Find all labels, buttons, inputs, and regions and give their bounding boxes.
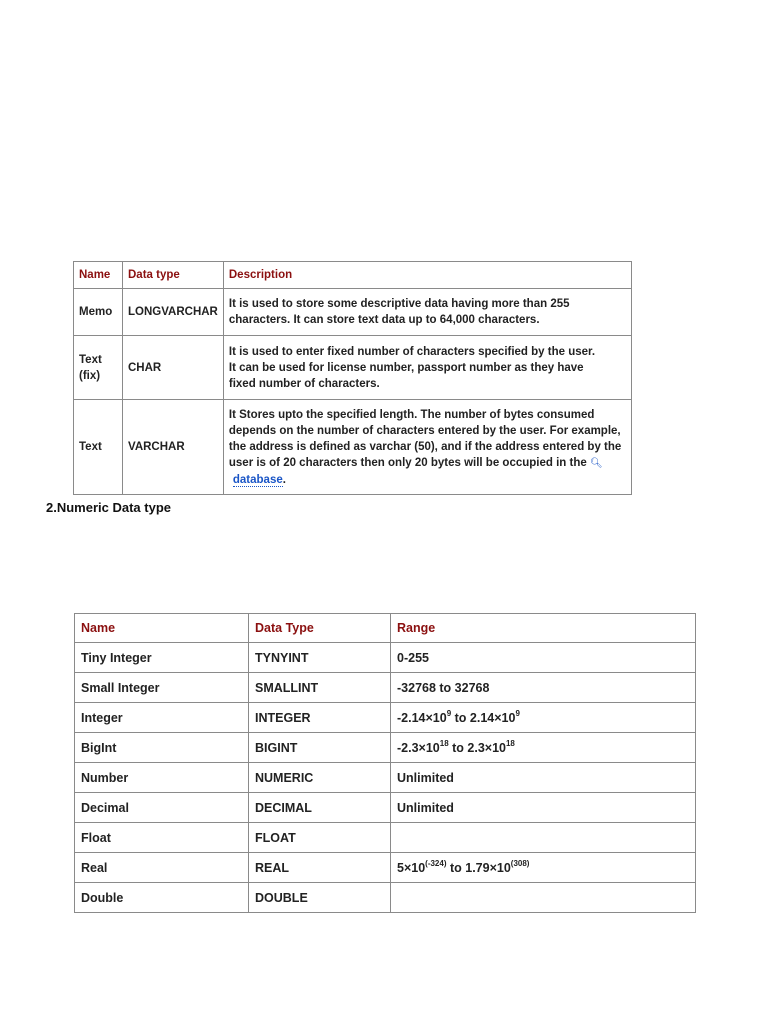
cell-type: VARCHAR (123, 400, 224, 495)
range-to: to 2.14×10 (451, 710, 516, 725)
cell-name (74, 336, 123, 400)
header-name: Name (74, 262, 123, 289)
cell-description (223, 289, 631, 336)
link-suffix: . (282, 473, 286, 486)
magnifier-icon: 🔍︎ (589, 457, 603, 469)
description-line: characters. It can store text data up to 64,000 characters. (228, 314, 540, 326)
numeric-data-types-table (74, 613, 696, 913)
cell-name: Number (75, 763, 249, 793)
cell-name: Float (75, 823, 249, 853)
cell-type: SMALLINT (249, 673, 391, 703)
range-to: to 1.79×10 (446, 860, 511, 875)
table-row (74, 289, 632, 336)
cell-type: NUMERIC (249, 763, 391, 793)
cell-range (391, 733, 696, 763)
table-row (75, 763, 696, 793)
table-row (75, 883, 696, 913)
cell-range (391, 883, 696, 913)
database-link[interactable]: database (232, 473, 283, 486)
cell-type: TYNYINT (249, 643, 391, 673)
section-heading: 2.Numeric Data type (46, 500, 171, 515)
header-range: Range (391, 614, 696, 643)
cell-type: LONGVARCHAR (123, 289, 224, 336)
description-line: It can be used for license number, passport number as they have (228, 361, 584, 374)
table-row (75, 853, 696, 883)
cell-name: Decimal (75, 793, 249, 823)
cell-type: FLOAT (249, 823, 391, 853)
cell-description (223, 400, 631, 495)
table-row (75, 733, 696, 763)
cell-name: Double (75, 883, 249, 913)
range-from: -2.3×10 (397, 740, 440, 755)
cell-range: Unlimited (391, 793, 696, 823)
cell-name: Real (75, 853, 249, 883)
table-row (74, 400, 632, 495)
text-data-types-table (73, 261, 632, 495)
name-line: Text (79, 353, 102, 366)
range-from: -2.14×10 (397, 710, 447, 725)
cell-name: Tiny Integer (75, 643, 249, 673)
table-row (75, 643, 696, 673)
range-to-exponent: (308) (510, 858, 530, 868)
range-to-exponent: 9 (515, 708, 520, 718)
range-from: 5×10 (397, 860, 426, 875)
cell-range: -32768 to 32768 (391, 673, 696, 703)
table-row (74, 336, 632, 400)
description-line: depends on the number of characters entered by the user. For example, (228, 424, 621, 437)
range-to-exponent: 18 (505, 738, 515, 748)
table-header-row (75, 614, 696, 643)
range-from-exponent: 9 (446, 708, 452, 718)
cell-range: 0-255 (391, 643, 696, 673)
cell-name: Integer (75, 703, 249, 733)
cell-type: DOUBLE (249, 883, 391, 913)
header-description: Description (223, 262, 631, 289)
description-line: It is used to enter fixed number of characters specified by the user. (228, 345, 596, 358)
cell-type: BIGINT (249, 733, 391, 763)
cell-range: Unlimited (391, 763, 696, 793)
cell-range (391, 853, 696, 883)
range-from-exponent: 18 (439, 738, 449, 748)
cell-name: BigInt (75, 733, 249, 763)
header-data-type: Data Type (249, 614, 391, 643)
table-row (75, 703, 696, 733)
cell-name: Small Integer (75, 673, 249, 703)
description-line: It is used to store some descriptive data having more than 255 (228, 298, 570, 310)
cell-range (391, 823, 696, 853)
header-name: Name (75, 614, 249, 643)
cell-type: REAL (249, 853, 391, 883)
cell-type: CHAR (123, 336, 224, 400)
cell-type: INTEGER (249, 703, 391, 733)
table-header-row (74, 262, 632, 289)
table-row (75, 673, 696, 703)
range-to: to 2.3×10 (448, 740, 506, 755)
cell-description (223, 336, 631, 400)
table-row (75, 793, 696, 823)
cell-name: Memo (74, 289, 123, 336)
description-line: fixed number of characters. (228, 377, 380, 390)
cell-range (391, 703, 696, 733)
description-line: the address is defined as varchar (50), and if the address entered by the (228, 440, 622, 453)
range-from-exponent: (-324) (425, 858, 447, 868)
cell-name: Text (74, 400, 123, 495)
table-row (75, 823, 696, 853)
header-data-type: Data type (123, 262, 224, 289)
description-line: user is of 20 characters then only 20 bytes will be occupied in the (228, 456, 587, 469)
description-line: It Stores upto the specified length. The number of bytes consumed (228, 408, 595, 421)
cell-type: DECIMAL (249, 793, 391, 823)
name-line: (fix) (79, 369, 101, 382)
